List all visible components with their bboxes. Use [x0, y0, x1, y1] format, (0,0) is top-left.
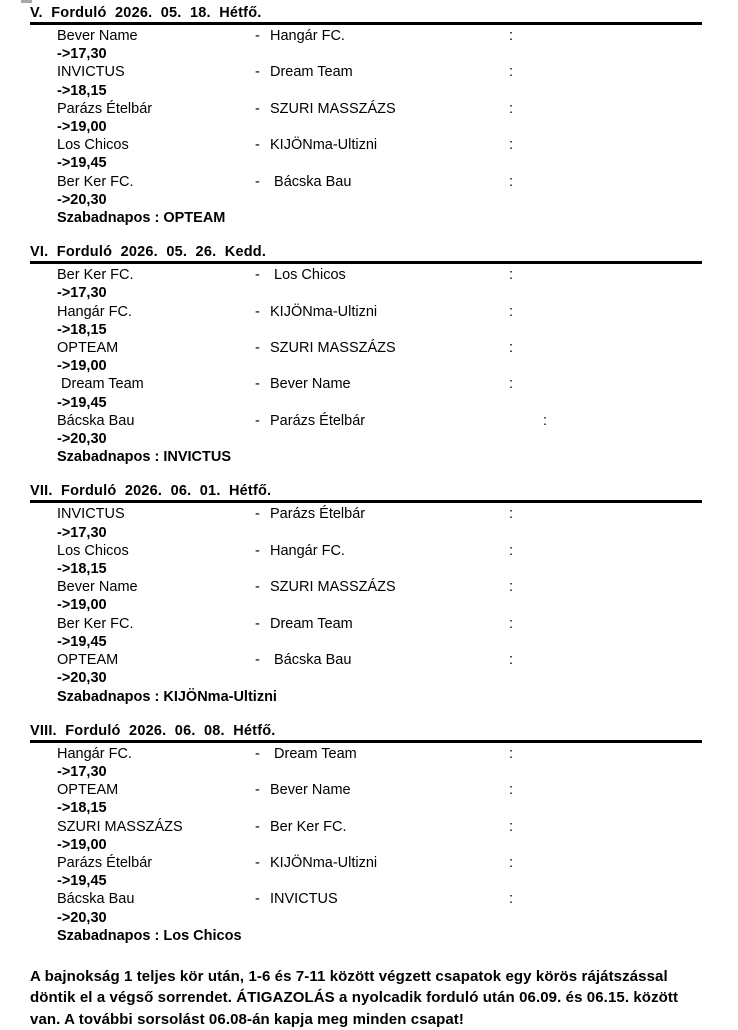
score-colon: : — [509, 579, 514, 596]
dash-separator: - — [255, 782, 260, 799]
dash-separator: - — [255, 745, 260, 762]
match-line — [57, 542, 738, 560]
match-line — [57, 818, 738, 836]
dash-separator: - — [255, 891, 260, 908]
score-colon: : — [509, 303, 514, 320]
match-line — [57, 745, 738, 763]
dash-separator: - — [255, 652, 260, 669]
kickoff-time: ->17,30 — [57, 285, 107, 302]
match-row — [57, 375, 738, 411]
dayoff-team: OPTEAM — [163, 210, 226, 227]
dayoff-line — [57, 209, 738, 227]
dash-separator: - — [255, 412, 260, 429]
away-team: Bever Name — [270, 782, 351, 799]
round-section — [0, 723, 738, 945]
score-colon: : — [509, 64, 514, 81]
home-team: Parázs Ételbár — [57, 100, 153, 117]
match-rows — [57, 266, 738, 448]
match-rows — [57, 27, 738, 209]
kickoff-time: ->19,00 — [57, 119, 107, 136]
home-team: Ber Ker FC. — [57, 173, 134, 190]
match-line — [57, 505, 738, 523]
score-colon: : — [509, 542, 514, 559]
kickoff-time: ->19,45 — [57, 873, 107, 890]
dayoff-label: Szabadnapos : — [57, 688, 164, 705]
match-line — [57, 27, 738, 45]
away-team: Los Chicos — [270, 267, 346, 284]
match-row — [57, 100, 738, 136]
kickoff-time: ->17,30 — [57, 46, 107, 63]
home-team: Dream Team — [57, 376, 144, 393]
footer-note: A bajnokság 1 teljes kör után, 1-6 és 7-11 között végzett csapatok egy körös rájátszással döntik el a végső sorrendet. ÁTIGAZOLÁS a nyolcadik forduló után 06.09. és 06.15. között van. A további sorsolást 06.08-án kapja meg minden csapat! — [30, 967, 679, 1028]
away-team: Parázs Ételbár — [270, 506, 366, 523]
dash-separator: - — [255, 854, 260, 871]
kickoff-time: ->19,45 — [57, 633, 107, 650]
away-team: KIJÖNma-Ultizni — [270, 854, 378, 871]
page-corner-artifact — [21, 0, 32, 3]
match-rows — [57, 505, 738, 687]
match-line — [57, 781, 738, 799]
kickoff-time: ->18,15 — [57, 561, 107, 578]
away-team: Parázs Ételbár — [270, 412, 366, 429]
score-colon: : — [509, 615, 514, 632]
round-section — [0, 5, 738, 227]
dayoff-label: Szabadnapos : — [57, 449, 164, 466]
score-colon: : — [509, 340, 514, 357]
away-team: SZURI MASSZÁZS — [270, 579, 396, 596]
dash-separator: - — [255, 818, 260, 835]
dash-separator: - — [255, 100, 260, 117]
match-line — [57, 266, 738, 284]
match-row — [57, 63, 738, 99]
round-title: VI. Forduló 2026. 05. 26. Kedd. — [30, 244, 702, 264]
away-team: Hangár FC. — [270, 542, 345, 559]
match-row — [57, 890, 738, 926]
match-row — [57, 542, 738, 578]
match-row — [57, 136, 738, 172]
dayoff-line — [57, 927, 738, 945]
dash-separator: - — [255, 137, 260, 154]
match-line — [57, 303, 738, 321]
score-colon: : — [509, 782, 514, 799]
match-row — [57, 412, 738, 448]
match-row — [57, 505, 738, 541]
match-row — [57, 173, 738, 209]
home-team: Bever Name — [57, 28, 138, 44]
rounds-container — [0, 5, 738, 945]
kickoff-time: ->17,30 — [57, 763, 107, 780]
score-colon: : — [509, 28, 514, 44]
match-row — [57, 303, 738, 339]
match-row — [57, 27, 738, 63]
away-team: KIJÖNma-Ultizni — [270, 303, 378, 320]
score-colon: : — [509, 854, 514, 871]
dash-separator: - — [255, 506, 260, 523]
kickoff-time: ->20,30 — [57, 670, 107, 687]
match-line — [57, 375, 738, 393]
match-row — [57, 651, 738, 687]
score-colon: : — [509, 652, 514, 669]
match-row — [57, 266, 738, 302]
score-colon: : — [509, 818, 514, 835]
match-line — [57, 63, 738, 81]
away-team: SZURI MASSZÁZS — [270, 340, 396, 357]
score-colon: : — [509, 376, 514, 393]
score-colon: : — [509, 137, 514, 154]
home-team: Hangár FC. — [57, 303, 132, 320]
round-title: V. Forduló 2026. 05. 18. Hétfő. — [30, 5, 702, 25]
away-team: Dream Team — [270, 615, 353, 632]
match-line — [57, 136, 738, 154]
away-team: KIJÖNma-Ultizni — [270, 137, 378, 154]
away-team: Bever Name — [270, 376, 351, 393]
round-title: VII. Forduló 2026. 06. 01. Hétfő. — [30, 483, 702, 503]
dash-separator: - — [255, 267, 260, 284]
dayoff-line — [57, 448, 738, 466]
kickoff-time: ->18,15 — [57, 82, 107, 99]
home-team: INVICTUS — [57, 506, 125, 523]
kickoff-time: ->18,15 — [57, 800, 107, 817]
away-team: Hangár FC. — [270, 28, 345, 44]
score-colon: : — [509, 100, 514, 117]
home-team: Hangár FC. — [57, 745, 132, 762]
dash-separator: - — [255, 376, 260, 393]
match-line — [57, 100, 738, 118]
kickoff-time: ->19,00 — [57, 836, 107, 853]
away-team: Ber Ker FC. — [270, 818, 347, 835]
home-team: Bácska Bau — [57, 891, 135, 908]
home-team: Parázs Ételbár — [57, 854, 153, 871]
kickoff-time: ->19,45 — [57, 155, 107, 172]
match-line — [57, 890, 738, 908]
match-line — [57, 578, 738, 596]
home-team: Los Chicos — [57, 542, 129, 559]
match-row — [57, 818, 738, 854]
away-team: Bácska Bau — [270, 173, 352, 190]
away-team: Bácska Bau — [270, 652, 352, 669]
dash-separator: - — [255, 340, 260, 357]
dash-separator: - — [255, 64, 260, 81]
home-team: OPTEAM — [57, 340, 119, 357]
dayoff-label: Szabadnapos : — [57, 927, 164, 944]
home-team: Ber Ker FC. — [57, 267, 134, 284]
away-team: SZURI MASSZÁZS — [270, 100, 396, 117]
score-colon: : — [509, 267, 514, 284]
dayoff-team: KIJÖNma-Ultizni — [163, 688, 277, 705]
dash-separator: - — [255, 615, 260, 632]
away-team: Dream Team — [270, 64, 353, 81]
dash-separator: - — [255, 28, 260, 44]
match-rows — [57, 745, 738, 927]
match-line — [57, 412, 738, 430]
score-colon: : — [509, 891, 514, 908]
match-line — [57, 651, 738, 669]
match-row — [57, 745, 738, 781]
match-row — [57, 781, 738, 817]
away-team: Dream Team — [270, 745, 357, 762]
home-team: Bever Name — [57, 579, 138, 596]
match-row — [57, 854, 738, 890]
round-title: VIII. Forduló 2026. 06. 08. Hétfő. — [30, 723, 702, 743]
score-colon: : — [509, 745, 514, 762]
match-line — [57, 854, 738, 872]
score-colon: : — [509, 173, 514, 190]
kickoff-time: ->20,30 — [57, 191, 107, 208]
dash-separator: - — [255, 173, 260, 190]
home-team: SZURI MASSZÁZS — [57, 818, 183, 835]
home-team: OPTEAM — [57, 652, 119, 669]
match-row — [57, 578, 738, 614]
round-section — [0, 483, 738, 705]
home-team: INVICTUS — [57, 64, 125, 81]
match-line — [57, 339, 738, 357]
score-colon: : — [543, 412, 548, 429]
dayoff-team: INVICTUS — [163, 449, 232, 466]
score-colon: : — [509, 506, 514, 523]
dash-separator: - — [255, 579, 260, 596]
home-team: Ber Ker FC. — [57, 615, 134, 632]
kickoff-time: ->19,00 — [57, 358, 107, 375]
dash-separator: - — [255, 303, 260, 320]
home-team: Bácska Bau — [57, 412, 135, 429]
match-row — [57, 615, 738, 651]
kickoff-time: ->20,30 — [57, 431, 107, 448]
dash-separator: - — [255, 542, 260, 559]
home-team: Los Chicos — [57, 137, 129, 154]
dayoff-team: Los Chicos — [163, 927, 242, 944]
round-section — [0, 244, 738, 466]
home-team: OPTEAM — [57, 782, 119, 799]
dayoff-label: Szabadnapos : — [57, 210, 164, 227]
kickoff-time: ->19,00 — [57, 597, 107, 614]
match-line — [57, 615, 738, 633]
kickoff-time: ->18,15 — [57, 321, 107, 338]
away-team: INVICTUS — [270, 891, 338, 908]
kickoff-time: ->17,30 — [57, 524, 107, 541]
kickoff-time: ->20,30 — [57, 909, 107, 926]
match-line — [57, 173, 738, 191]
dayoff-line — [57, 688, 738, 706]
match-row — [57, 339, 738, 375]
kickoff-time: ->19,45 — [57, 394, 107, 411]
